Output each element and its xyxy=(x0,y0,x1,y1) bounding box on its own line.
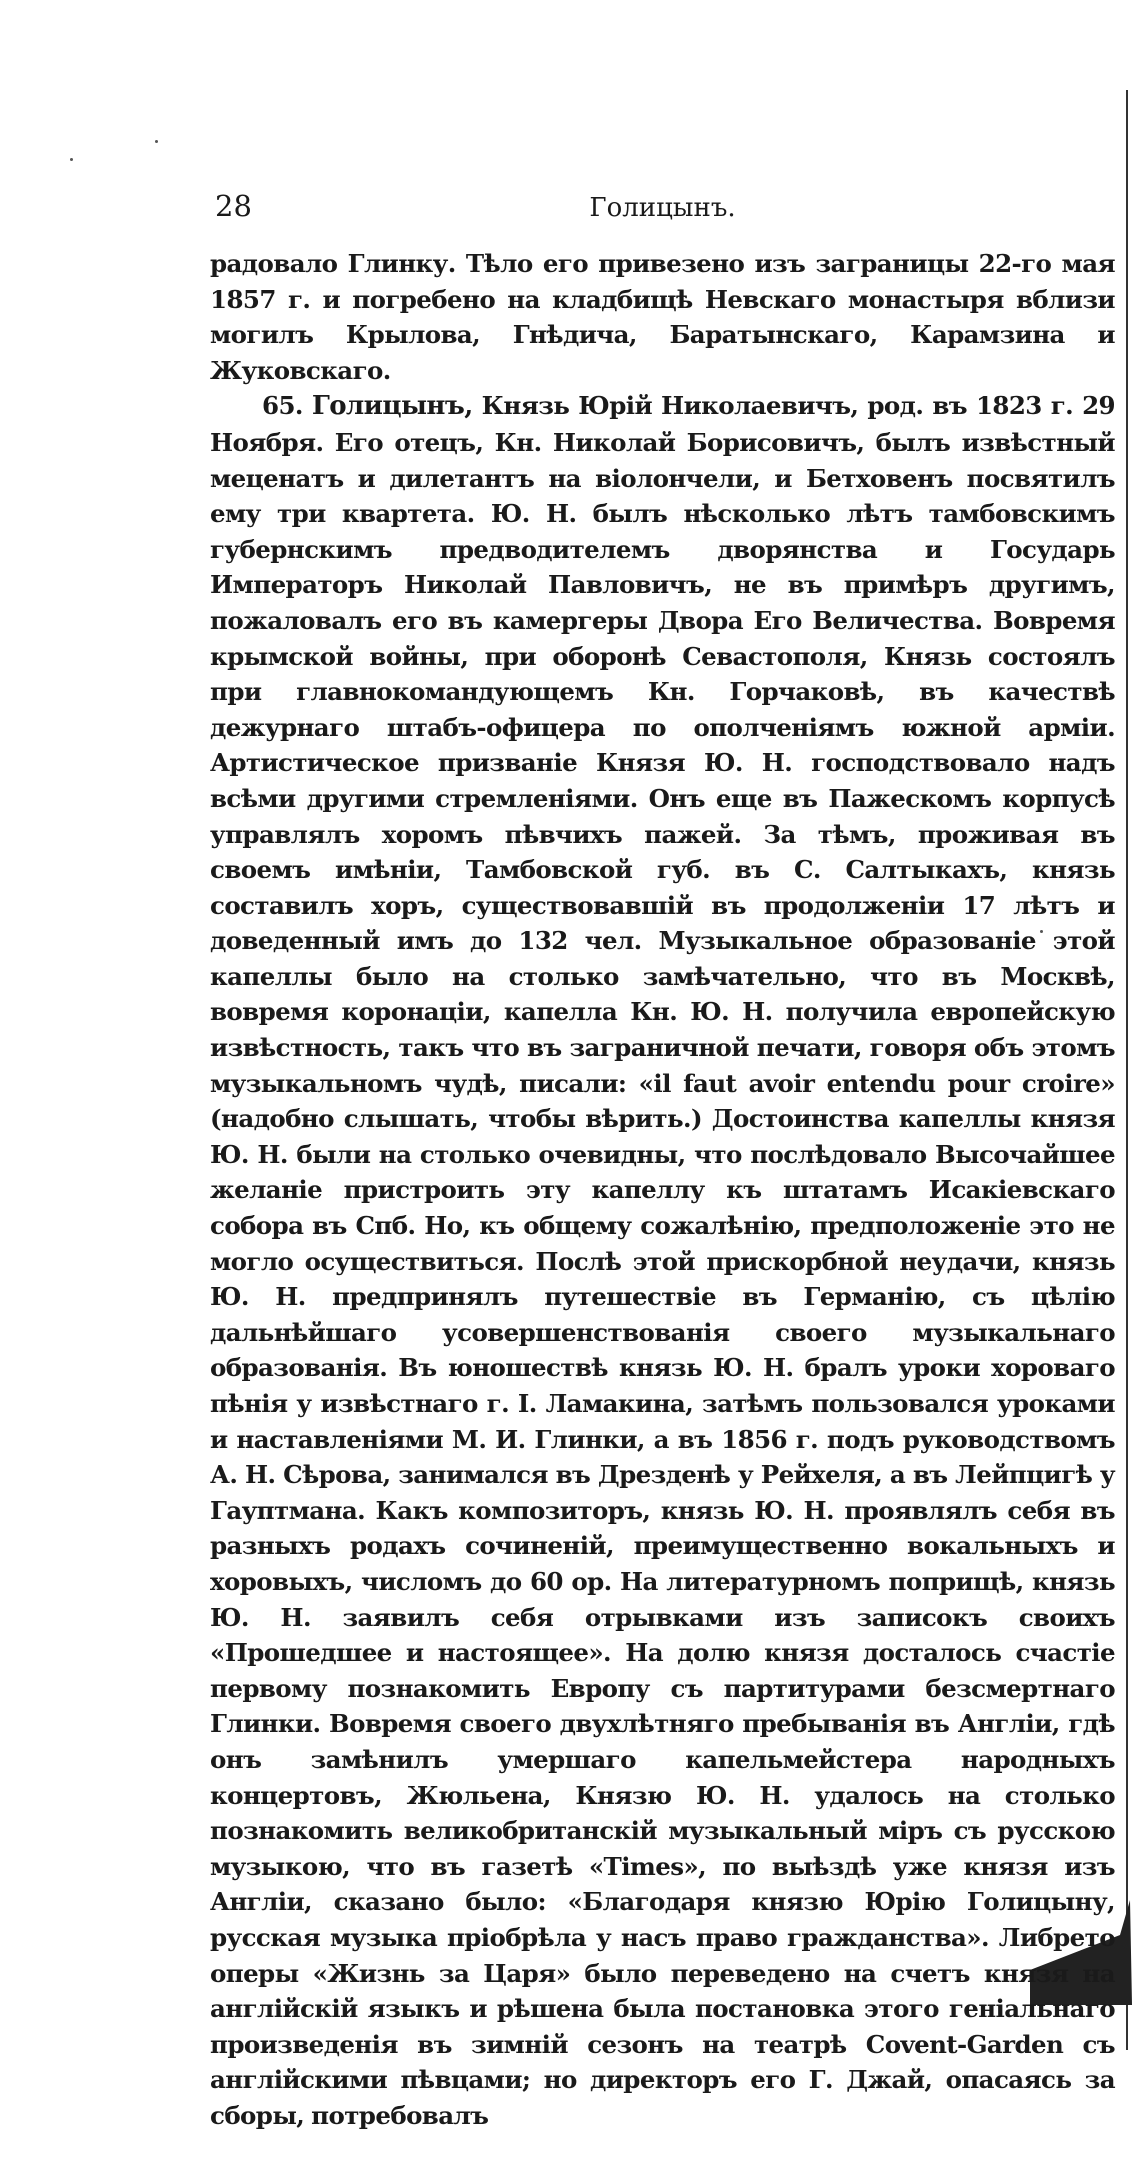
continuation-paragraph: радовало Глинку. Тѣло его привезено изъ заграницы 22-го мая 1857 г. и погребено на кладбищѣ Невскаго монастыря вблизи могилъ Крылова, Гнѣдича, Баратынскаго, Карамзина и Жуковскаго. xyxy=(210,249,1115,385)
scan-speck xyxy=(155,140,158,143)
page-header xyxy=(210,186,1115,230)
page-number: 28 xyxy=(215,189,252,223)
scan-speck xyxy=(70,158,73,161)
entry-name: Голицынъ, xyxy=(311,391,473,422)
page-body xyxy=(210,246,1115,2133)
entry-text: Князь Юрій Николаевичъ, род. въ 1823 г. 29 Ноября. Его отецъ, Кн. Николай Борисовичъ, былъ извѣстный меценатъ и дилетантъ на віолончели, и Бетховенъ посвятилъ ему три квартета. Ю. Н. былъ нѣсколько лѣтъ тамбовскимъ губернскимъ предводителемъ дворянства и Государь Императоръ Николай Павловичъ, не въ примѣръ другимъ, пожаловалъ его въ камергеры Двора Его Величества. Вовремя крымской войны, при оборонѣ Севастополя, Князь состоялъ при главнокомандующемъ Кн. Горчаковѣ, въ качествѣ дежурнаго штабъ-офицера по ополченіямъ южной арміи. Артистическое призваніе Князя Ю. Н. господствовало надъ всѣми другими стремленіями. Онъ еще въ Пажескомъ корпусѣ управлялъ хоромъ пѣвчихъ пажей. За тѣмъ, проживая въ своемъ имѣніи, Тамбовской губ. въ С. Салтыкахъ, князь составилъ хоръ, существовавшій въ продолженіи 17 лѣтъ и доведенный имъ до 132 чел. Музыкальное образованіе этой капеллы было на столько замѣчательно, что въ Москвѣ, вовремя коронаціи, капелла Кн. Ю. Н. получила европейскую извѣстность, такъ что въ заграничной печати, говоря объ этомъ музыкальномъ чудѣ, писали: «il faut avoir entendu pour croire» (надобно слышать, чтобы вѣрить.) Достоинства капеллы князя Ю. Н. были на столько очевидны, что послѣдовало Высочайшее желаніе пристроить эту капеллу къ штатамъ Исакіевскаго собора въ Спб. Но, къ общему сожалѣнію, предположеніе это не могло осуществиться. Послѣ этой прискорбной неудачи, князь Ю. Н. предпринялъ путешествіе въ Германію, съ цѣлію дальнѣйшаго усовершенствованія своего музыкальнаго образованія. Въ юношествѣ князь Ю. Н. бралъ уроки хороваго пѣнія у извѣстнаго г. І. Ламакина, затѣмъ пользовался уроками и наставленіями М. И. Глинки, а въ 1856 г. подъ руководствомъ А. Н. Сѣрова, занимался въ Дрезденѣ у Рейхеля, а въ Лейпцигѣ у Гауптмана. Какъ композиторъ, князь Ю. Н. проявлялъ себя въ разныхъ родахъ сочиненій, преимущественно вокальныхъ и хоровыхъ, числомъ до 60 op. На литературномъ поприщѣ, князь Ю. Н. заявилъ себя отрывками изъ записокъ своихъ «Прошедшее и настоящее». На долю князя досталось счастіе первому познакомить Европу съ партитурами безсмертнаго Глинки. Вовремя своего двухлѣтняго пребыванія въ Англіи, гдѣ онъ замѣнилъ умершаго капельмейстера народныхъ концертовъ, Жюльена, Князю Ю. Н. удалось на столько познакомить великобританскій музыкальный міръ съ русскою музыкою, что въ газетѣ «Times», по выѣздѣ уже князя изъ Англіи, сказано было: «Благодаря князю Юрію Голицыну, русская музыка пріобрѣла у насъ право гражданства». Либрето оперы «Жизнь за Царя» было переведено на счетъ князя на англійскій языкъ и рѣшена была постановка этого геніальнаго произведенія въ зимній сезонъ на театрѣ Covent-Garden съ англійскими пѣвцами; но директоръ его Г. Джай, опасаясь за сборы, потребовалъ xyxy=(210,391,1115,2130)
entry-paragraph xyxy=(210,388,1115,2133)
page xyxy=(210,186,1115,2133)
running-head: Голицынъ. xyxy=(589,193,736,223)
entry-number: 65. xyxy=(262,391,303,421)
scan-page-edge xyxy=(1126,90,1128,2050)
